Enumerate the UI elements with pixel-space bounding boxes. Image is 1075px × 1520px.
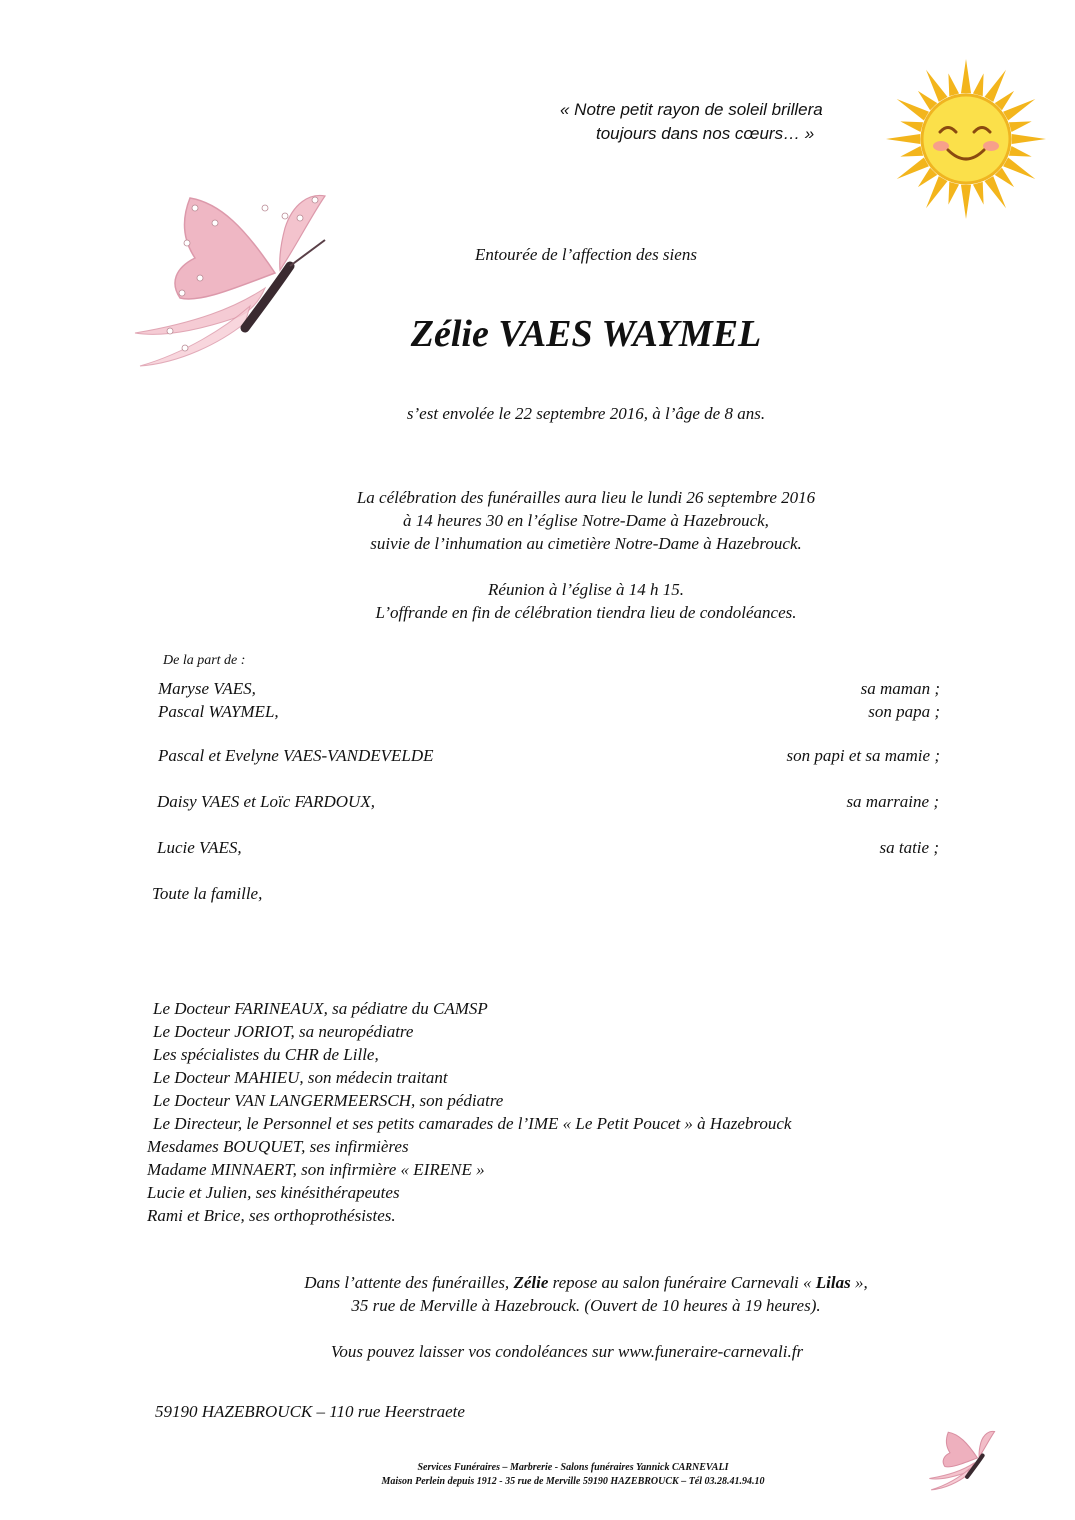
sun-icon	[878, 58, 1054, 220]
list-item: Le Directeur, le Personnel et ses petits camarades de l’IME « Le Petit Poucet » à Hazebrouck	[153, 1114, 792, 1133]
sun-ray	[1012, 134, 1046, 144]
family-relation: son papa ;	[868, 702, 940, 721]
family-relation: sa maman ;	[860, 679, 940, 698]
sun-ray	[1009, 121, 1032, 132]
visitation-salon: Lilas	[815, 1273, 851, 1292]
condolences-text: Vous pouvez laisser vos condoléances sur www.funeraire-carnevali.fr	[330, 1342, 804, 1361]
visitation-name: Zélie	[513, 1273, 549, 1292]
family-name: Maryse VAES,	[158, 679, 256, 698]
sun-ray	[961, 185, 971, 219]
ceremony-line: Réunion à l’église à 14 h 15.	[488, 580, 684, 599]
footer-line: Services Funéraires – Marbrerie - Salons funéraires Yannick CARNEVALI	[417, 1462, 729, 1473]
visitation-line: Dans l’attente des funérailles, Zélie repose au salon funéraire Carnevali « Lilas »,	[304, 1273, 868, 1292]
sun-ray	[961, 59, 971, 93]
sun-ray	[1009, 146, 1032, 157]
quote-line-1: « Notre petit rayon de soleil brillera	[560, 100, 823, 119]
sun-ray	[973, 182, 984, 205]
sun-ray	[973, 73, 984, 96]
intro-text: Entourée de l’affection des siens	[475, 245, 697, 264]
quote-line-2: toujours dans nos cœurs… »	[596, 124, 815, 143]
sun-ray	[984, 176, 1006, 208]
footer-line: Maison Perlein depuis 1912 - 35 rue de Merville 59190 HAZEBROUCK – Tél 03.28.41.94.10	[381, 1476, 765, 1487]
deceased-name: Zélie VAES WAYMEL	[410, 313, 762, 355]
address-text: 59190 HAZEBROUCK – 110 rue Heerstraete	[155, 1402, 465, 1421]
list-item: Le Docteur MAHIEU, son médecin traitant	[153, 1068, 448, 1087]
from-label: De la part de :	[163, 653, 246, 668]
ceremony-line: à 14 heures 30 en l’église Notre-Dame à Hazebrouck,	[403, 511, 769, 530]
ceremony-line: La célébration des funérailles aura lieu le lundi 26 septembre 2016	[356, 488, 816, 507]
sun-ray	[926, 70, 948, 102]
list-item: Mesdames BOUQUET, ses infirmières	[147, 1137, 409, 1156]
whole-family-text: Toute la famille,	[152, 884, 263, 903]
family-name: Pascal WAYMEL,	[158, 702, 279, 721]
list-item: Le Docteur VAN LANGERMEERSCH, son pédiatre	[153, 1091, 504, 1110]
visitation-block	[0, 1271, 1075, 1317]
list-item: Rami et Brice, ses orthoprothésistes.	[147, 1206, 396, 1225]
ceremony-block	[0, 486, 1075, 624]
sun-ray	[897, 157, 929, 179]
ceremony-line: suivie de l’inhumation au cimetière Notre-Dame à Hazebrouck.	[370, 534, 802, 553]
family-row	[158, 745, 940, 767]
visitation-line: 35 rue de Merville à Hazebrouck. (Ouvert de 10 heures à 19 heures).	[351, 1296, 821, 1315]
family-relation: son papi et sa mamie ;	[786, 746, 940, 765]
family-relation: sa marraine ;	[846, 792, 939, 811]
sun-ray	[900, 121, 923, 132]
sun-ray	[948, 182, 959, 205]
family-name: Lucie VAES,	[157, 838, 242, 857]
family-name: Daisy VAES et Loïc FARDOUX,	[157, 792, 375, 811]
family-name: Pascal et Evelyne VAES-VANDEVELDE	[158, 746, 434, 765]
list-item: Lucie et Julien, ses kinésithérapeutes	[147, 1183, 400, 1202]
family-relation: sa tatie ;	[879, 838, 939, 857]
sun-ray	[897, 99, 929, 121]
list-item: Le Docteur JORIOT, sa neuropédiatre	[153, 1022, 414, 1041]
sun-ray	[1003, 157, 1035, 179]
care-team-list	[147, 997, 791, 1227]
family-row	[158, 678, 940, 700]
sun-ray	[1003, 99, 1035, 121]
sun-ray	[926, 176, 948, 208]
sun-ray	[900, 146, 923, 157]
list-item: Madame MINNAERT, son infirmière « EIRENE »	[147, 1160, 485, 1179]
ceremony-line: L’offrande en fin de célébration tiendra lieu de condoléances.	[375, 603, 797, 622]
list-item: Le Docteur FARINEAUX, sa pédiatre du CAMSP	[153, 999, 488, 1018]
family-row	[158, 701, 940, 723]
sun-ray	[886, 134, 920, 144]
footer	[0, 1461, 1075, 1489]
family-row	[157, 837, 939, 859]
family-row	[157, 791, 939, 813]
sun-ray	[948, 73, 959, 96]
sun-ray	[984, 70, 1006, 102]
list-item: Les spécialistes du CHR de Lille,	[153, 1045, 379, 1064]
passing-text: s’est envolée le 22 septembre 2016, à l’âge de 8 ans.	[406, 404, 766, 423]
